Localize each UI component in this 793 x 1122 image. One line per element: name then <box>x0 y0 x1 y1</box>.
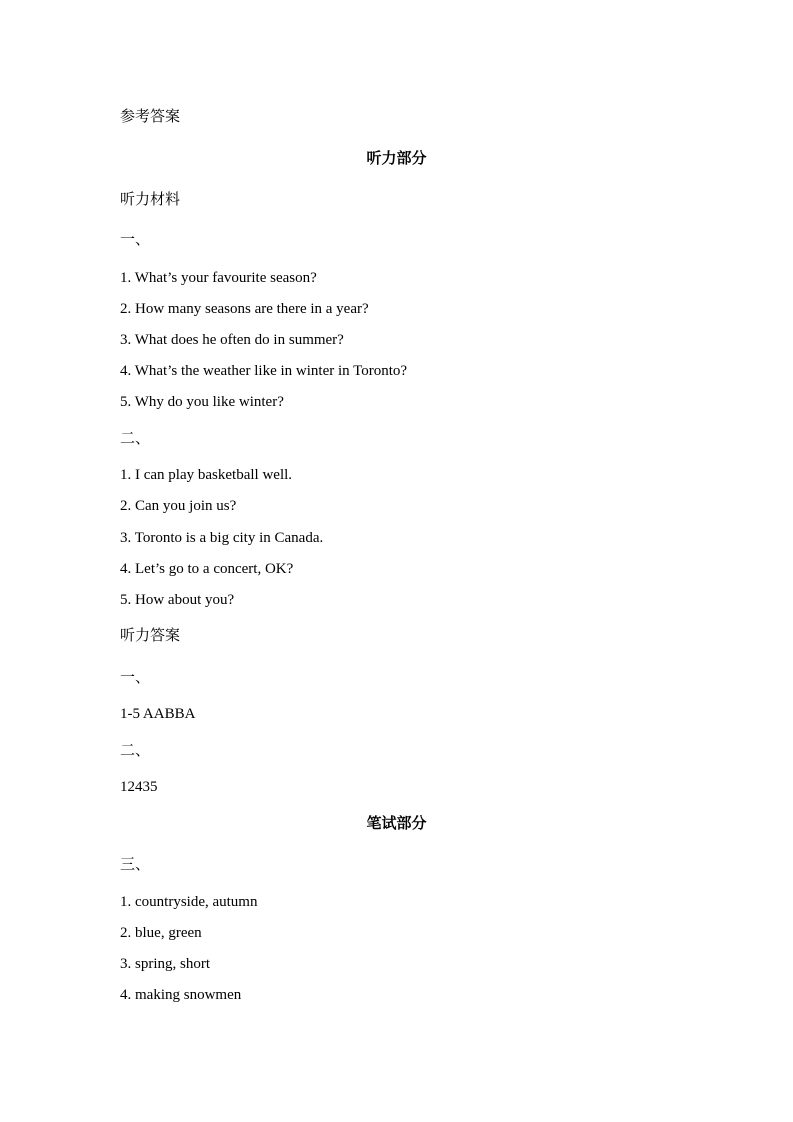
part1-item: 2. How many seasons are there in a year? <box>120 301 369 317</box>
part2-item: 2. Can you join us? <box>120 498 237 514</box>
answers-part1-value: 1-5 AABBA <box>120 706 196 722</box>
part2-item: 1. I can play basketball well. <box>120 467 293 483</box>
part3-item: 4. making snowmen <box>120 987 242 1003</box>
part2-item: 5. How about you? <box>120 592 235 608</box>
part1-item: 3. What does he often do in summer? <box>120 332 344 348</box>
part3-item: 3. spring, short <box>120 956 210 972</box>
part3-label: 三、 <box>120 855 151 873</box>
part1-item: 5. Why do you like winter? <box>120 394 284 410</box>
part3-item: 2. blue, green <box>120 925 202 941</box>
answers-part1-label: 一、 <box>120 668 151 686</box>
listening-materials-label: 听力材料 <box>120 190 181 208</box>
part2-item: 3. Toronto is a big city in Canada. <box>120 530 324 546</box>
part1-item: 1. What’s your favourite season? <box>120 270 317 286</box>
part3-item: 1. countryside, autumn <box>120 894 258 910</box>
listening-section-heading: 听力部分 <box>366 149 427 167</box>
part1-label: 一、 <box>120 230 151 248</box>
part2-label: 二、 <box>120 429 151 447</box>
answers-part2-value: 12435 <box>120 779 158 795</box>
listening-answers-label: 听力答案 <box>120 626 181 644</box>
part2-item: 4. Let’s go to a concert, OK? <box>120 561 294 577</box>
document-title: 参考答案 <box>120 107 181 125</box>
written-section-heading: 笔试部分 <box>366 814 427 832</box>
part1-item: 4. What’s the weather like in winter in Toronto? <box>120 363 408 379</box>
answers-part2-label: 二、 <box>120 741 151 759</box>
